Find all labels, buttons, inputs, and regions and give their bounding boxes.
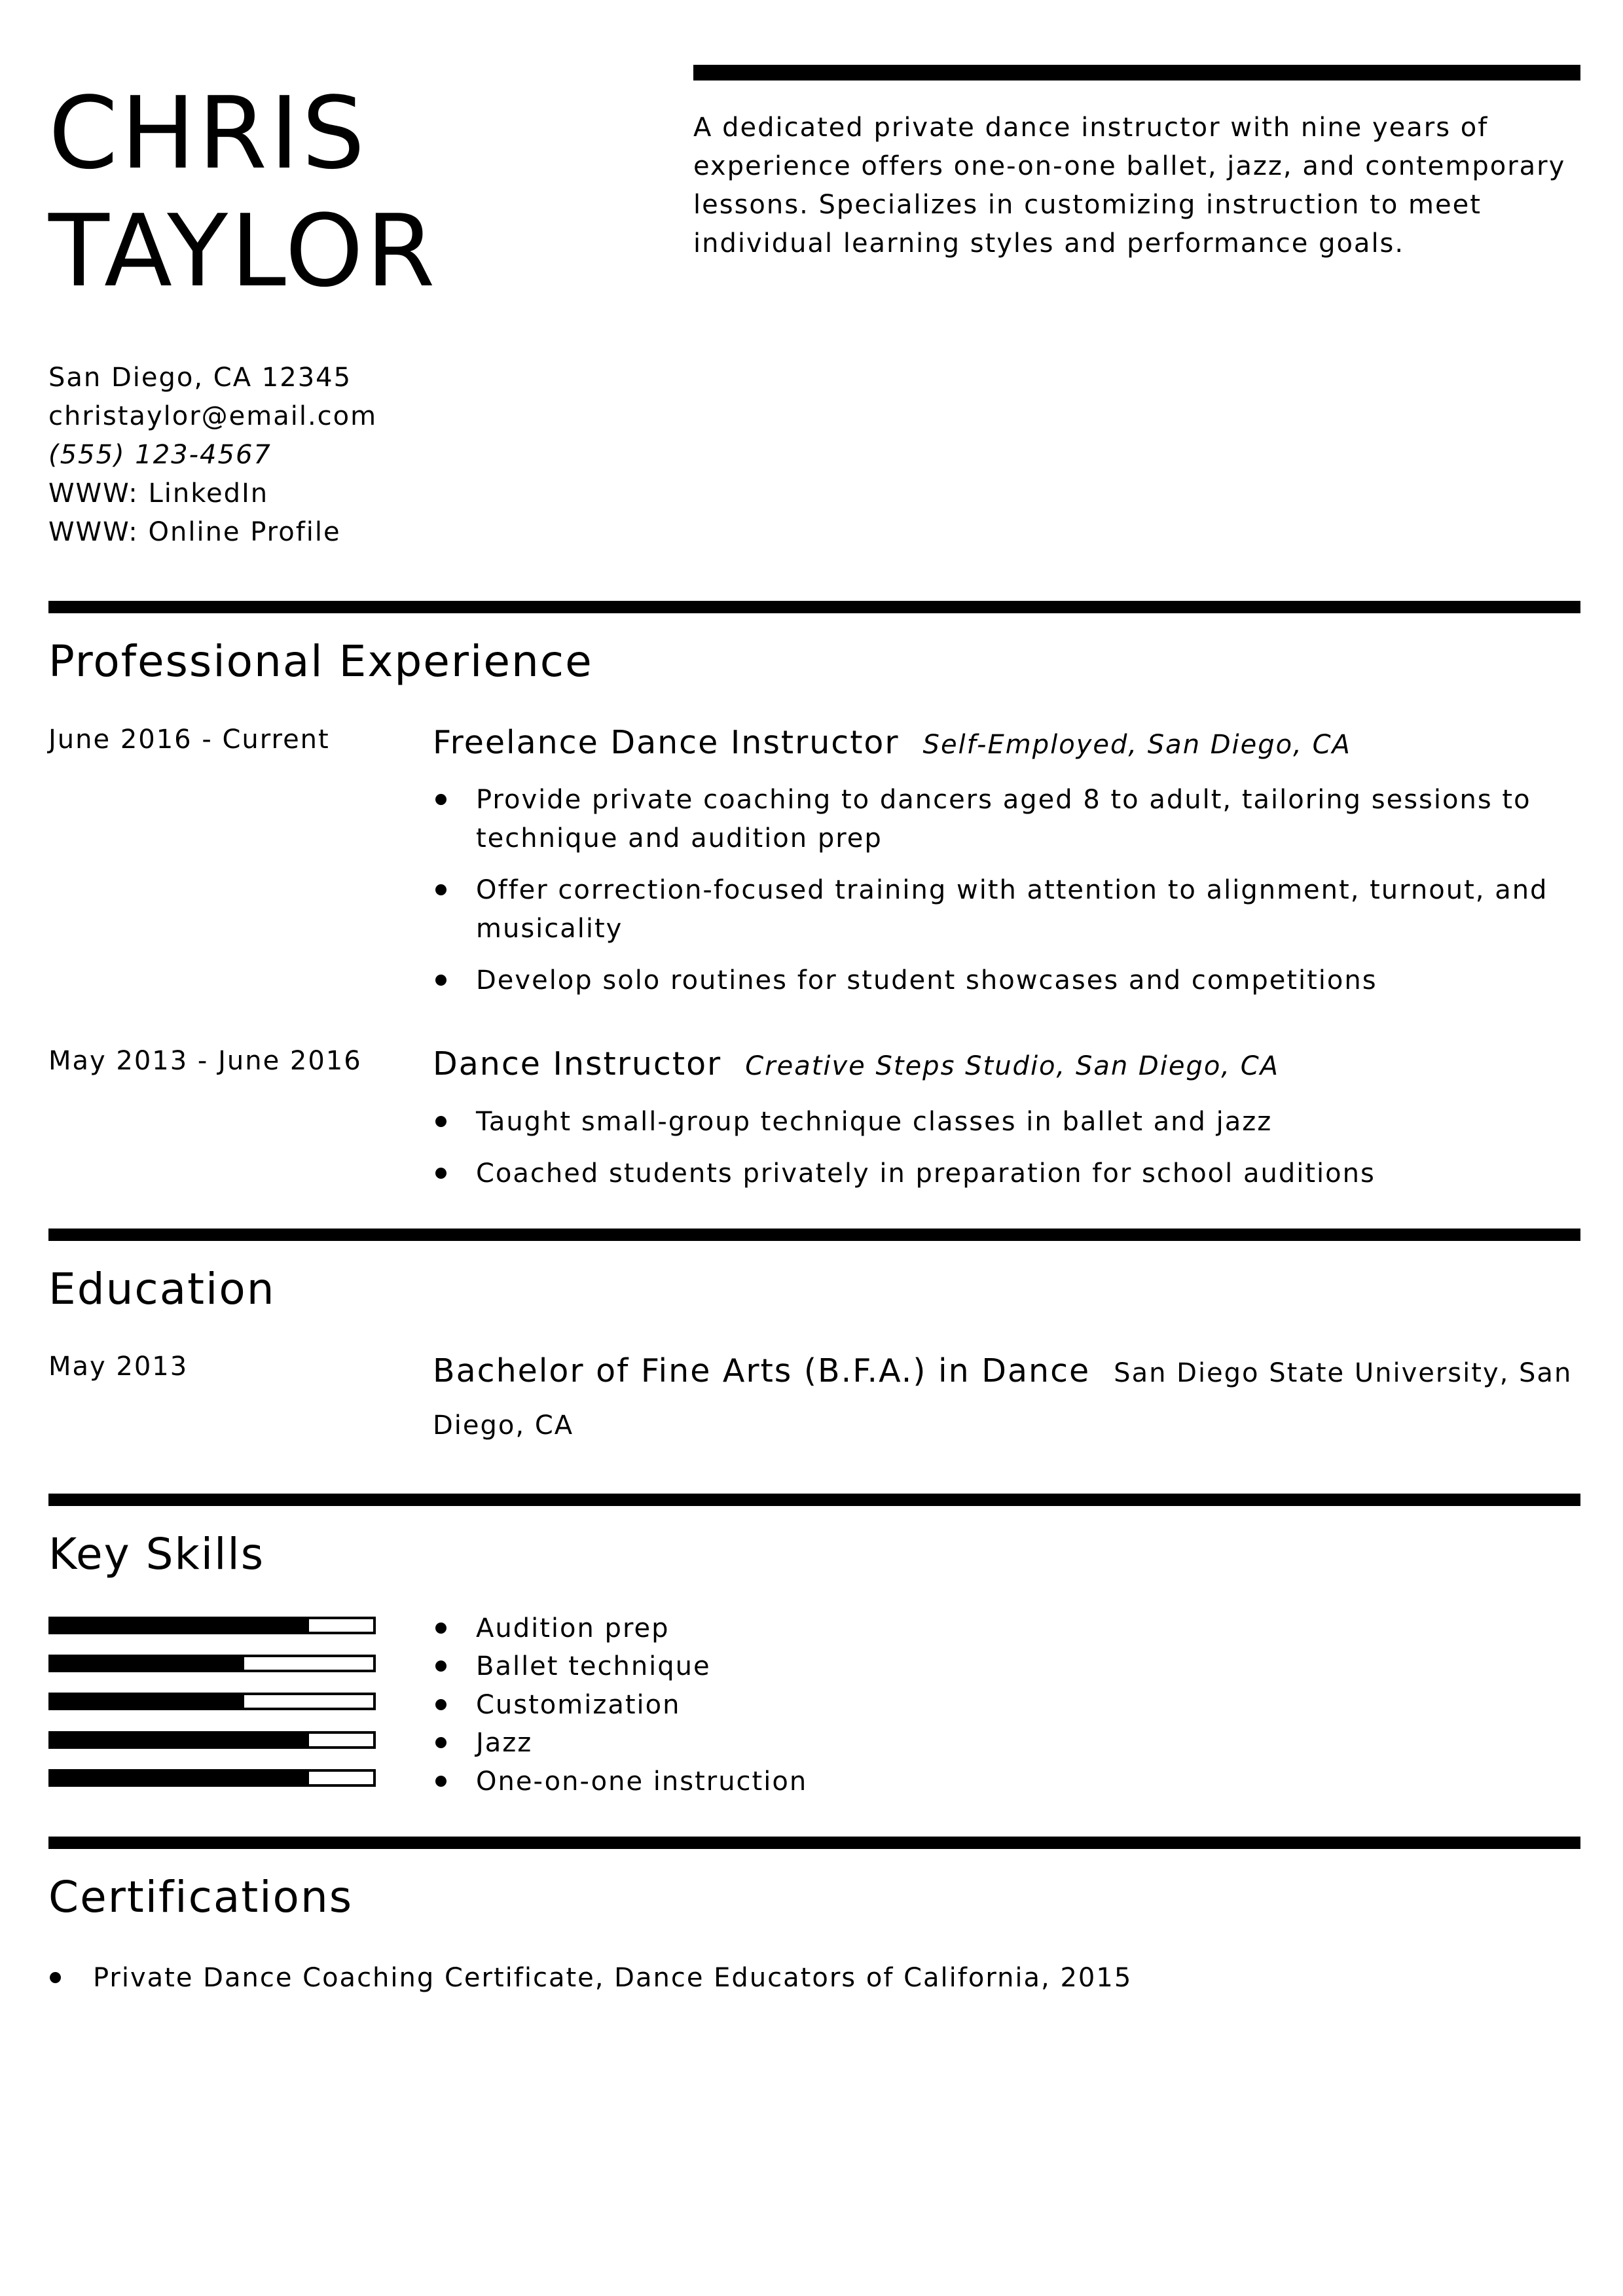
skill-level-fill <box>51 1734 309 1746</box>
section-divider <box>48 1494 1580 1506</box>
contact-phone[interactable]: (555) 123-4567 <box>48 440 272 470</box>
contact-info <box>48 359 377 552</box>
certification-item: Private Dance Coaching Certificate, Dance Educators of California, 2015 <box>93 1959 1132 1998</box>
section-divider <box>48 1229 1580 1241</box>
certifications-heading: Certifications <box>48 1872 354 1922</box>
job-bullet: Offer correction-focused training with attention to alignment, turnout, and musicality <box>476 871 1582 948</box>
job-bullet: Develop solo routines for student showcases and competitions <box>476 961 1582 1000</box>
skill-level-fill <box>51 1772 309 1784</box>
education-entry <box>433 1347 1585 1454</box>
contact-linkedin[interactable]: WWW: LinkedIn <box>48 478 269 509</box>
header-rule <box>693 65 1580 81</box>
job-dates: June 2016 - Current <box>48 725 330 755</box>
skill-item: Jazz <box>476 1724 532 1763</box>
skill-level-fill <box>51 1657 244 1670</box>
job-title: Dance Instructor <box>433 1045 722 1083</box>
skill-level-bar <box>48 1769 376 1787</box>
skill-level-fill <box>51 1619 309 1632</box>
job-organization: Creative Steps Studio, San Diego, CA <box>745 1051 1280 1081</box>
skill-level-bar <box>48 1731 376 1749</box>
skill-level-bar <box>48 1617 376 1634</box>
skill-item: One-on-one instruction <box>476 1763 807 1801</box>
skill-level-bar <box>48 1655 376 1672</box>
section-divider <box>48 601 1580 613</box>
education-heading: Education <box>48 1264 276 1314</box>
education-date: May 2013 <box>48 1352 189 1382</box>
skill-item: Customization <box>476 1686 680 1725</box>
skill-item: Ballet technique <box>476 1647 711 1686</box>
experience-heading: Professional Experience <box>48 636 593 687</box>
skill-item: Audition prep <box>476 1609 670 1648</box>
job-bullet: Taught small-group technique classes in ballet and jazz <box>476 1103 1582 1141</box>
skill-level-fill <box>51 1695 244 1708</box>
job-bullet: Coached students privately in preparation for school auditions <box>476 1155 1582 1193</box>
job-dates: May 2013 - June 2016 <box>48 1046 362 1076</box>
job-header <box>433 726 1351 759</box>
skill-level-bar <box>48 1693 376 1710</box>
job-organization: Self-Employed, San Diego, CA <box>922 730 1351 760</box>
section-divider <box>48 1837 1580 1849</box>
name-last: TAYLOR <box>48 193 438 309</box>
professional-summary: A dedicated private dance instructor with nine years of experience offers one-on-one ballet, jazz, and contemporary lessons. Specializes in customizing instruction to meet individual learning styles and performance goals. <box>693 113 1566 259</box>
name-first: CHRIS <box>48 75 368 191</box>
job-header <box>433 1045 1280 1083</box>
contact-location: San Diego, CA 12345 <box>48 363 352 393</box>
job-bullet: Provide private coaching to dancers aged 8 to adult, tailoring sessions to technique and audition prep <box>476 781 1582 858</box>
contact-email[interactable]: christaylor@email.com <box>48 401 378 431</box>
education-school: San Diego State University, San Diego, CA <box>433 1358 1573 1441</box>
education-degree: Bachelor of Fine Arts (B.F.A.) in Dance <box>433 1352 1091 1390</box>
contact-profile[interactable]: WWW: Online Profile <box>48 517 341 547</box>
job-title: Freelance Dance Instructor <box>433 724 900 761</box>
skills-heading: Key Skills <box>48 1529 265 1579</box>
